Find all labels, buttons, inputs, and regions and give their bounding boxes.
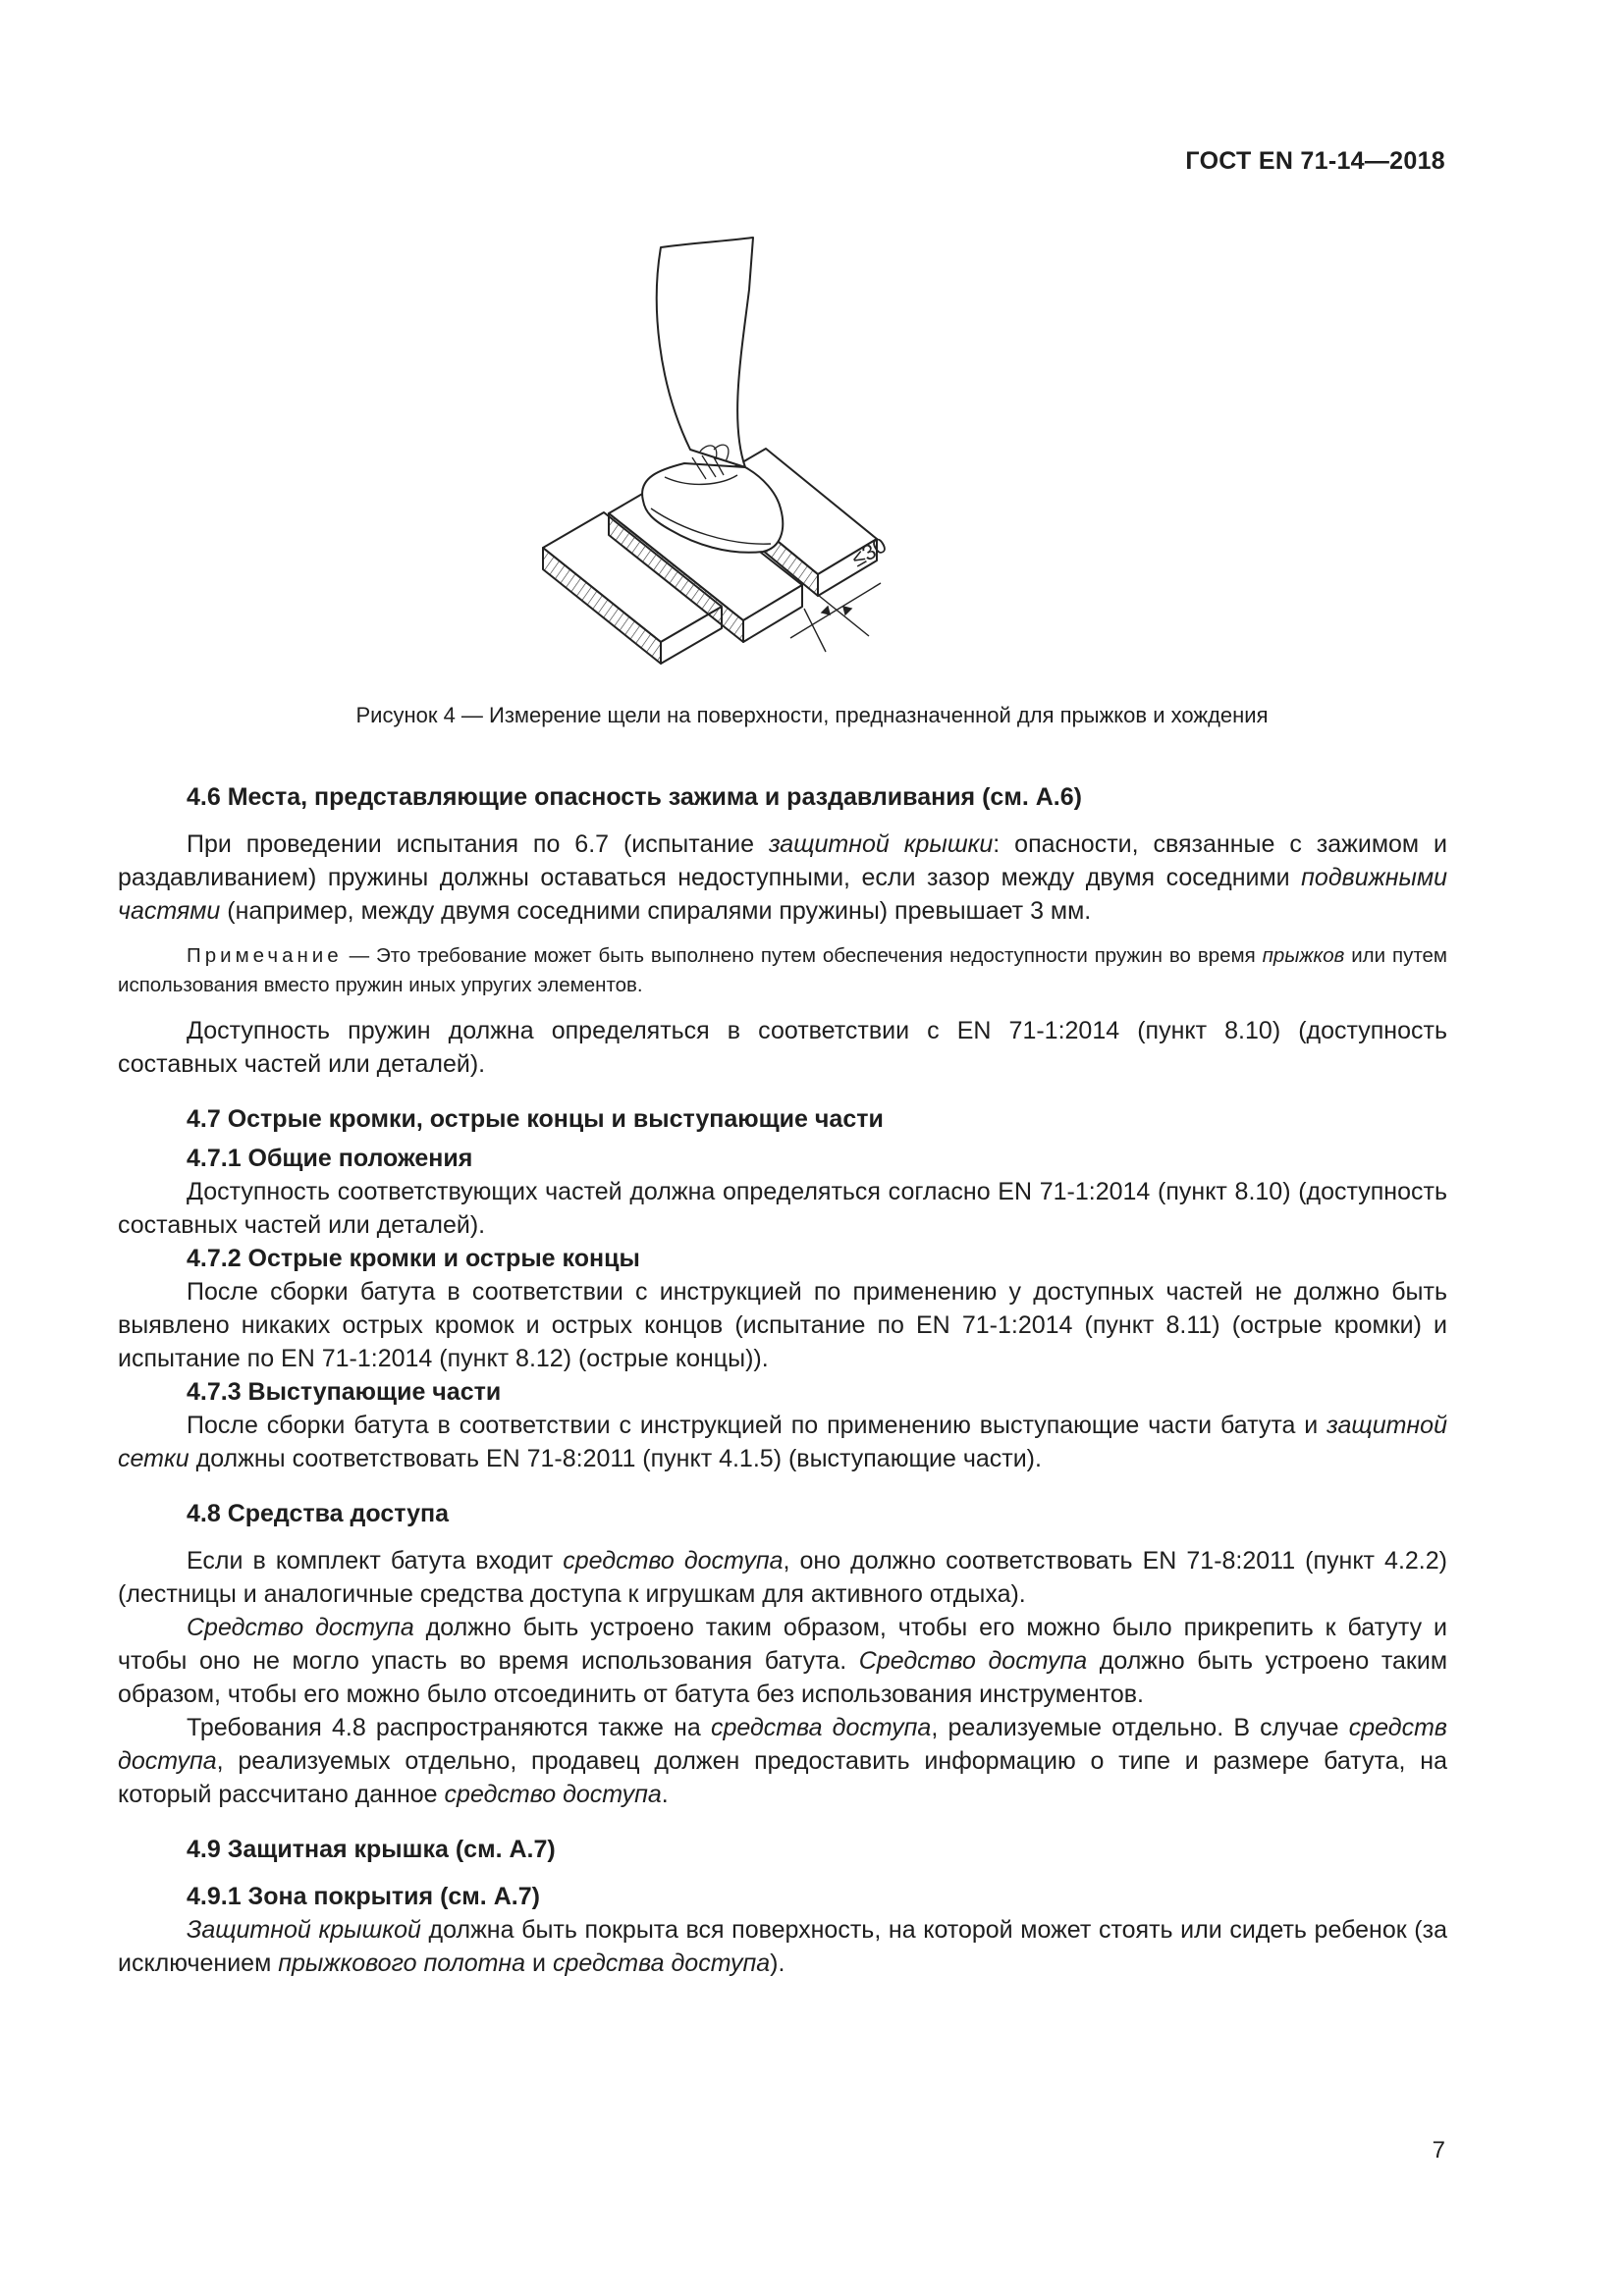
heading-4-7-1: 4.7.1 Общие положения bbox=[187, 1145, 473, 1172]
dimension-label: ≤30 bbox=[847, 532, 892, 572]
heading-4-8: 4.8 Средства доступа bbox=[187, 1500, 449, 1527]
note-4-6: Примечание — Это требование может быть выполнено путем обеспечения недоступности пружин во время прыжков или путем использования вместо пружин иных упругих элементов. bbox=[118, 944, 1448, 996]
paragraph-4-8-3: Требования 4.8 распространяются также на средства доступа, реализуемые отдельно. В случае средств доступа, реализуемых отдельно, продавец должен предоставить информацию о типе и размере батута, на который рассчитано данное средство доступа. bbox=[118, 1714, 1447, 1808]
leg bbox=[657, 238, 753, 467]
heading-4-9-1: 4.9.1 Зона покрытия (см. А.7) bbox=[187, 1883, 540, 1910]
paragraph-4-7-3: После сборки батута в соответствии с инструкцией по применению выступающие части батута и защитной сетки должны соответствовать EN 71-8:2011 (пункт 4.1.5) (выступающие части). bbox=[118, 1412, 1447, 1472]
foot-planks-illustration bbox=[535, 236, 1026, 677]
paragraph-4-6-2: Доступность пружин должна определяться в соответствии с EN 71-1:2014 (пункт 8.10) (доступность составных частей или деталей). bbox=[118, 1017, 1447, 1078]
paragraph-4-8-1: Если в комплект батута входит средство доступа, оно должно соответствовать EN 71-8:2011 (пункт 4.2.2) (лестницы и аналогичные средства доступа к игрушкам для активного отдыха). bbox=[118, 1547, 1447, 1608]
heading-4-7: 4.7 Острые кромки, острые концы и выступающие части bbox=[187, 1105, 884, 1133]
paragraph-4-6-1: При проведении испытания по 6.7 (испытание защитной крышки: опасности, связанные с зажимом и раздавливанием) пружины должны оставаться недоступными, если зазор между двумя соседними подвижными частями (например, между двумя соседними спиралями пружины) превышает 3 мм. bbox=[118, 830, 1447, 925]
gap-dimension bbox=[790, 583, 881, 652]
paragraph-4-7-2: После сборки батута в соответствии с инструкцией по применению у доступных частей не должно быть выявлено никаких острых кромок и острых концов (испытание по EN 71-1:2014 (пункт 8.11) (острые кромки) и испытание по EN 71-1:2014 (пункт 8.12) (острые концы)). bbox=[118, 1278, 1447, 1372]
document-code: ГОСТ EN 71-14—2018 bbox=[1185, 147, 1445, 175]
heading-4-9: 4.9 Защитная крышка (см. А.7) bbox=[187, 1836, 556, 1863]
paragraph-4-7-1: Доступность соответствующих частей должна определяться согласно EN 71-1:2014 (пункт 8.10) (доступность составных частей или деталей). bbox=[118, 1178, 1447, 1239]
figure-foot-on-planks bbox=[535, 236, 1026, 677]
document-body bbox=[118, 780, 1447, 1980]
heading-4-7-2: 4.7.2 Острые кромки и острые концы bbox=[187, 1245, 640, 1272]
paragraph-4-8-2: Средство доступа должно быть устроено таким образом, чтобы его можно было прикрепить к батуту и чтобы оно не могло упасть во время использования батута. Средство доступа должно быть устроено таким образом, чтобы его можно было отсоединить от батута без использования инструментов. bbox=[118, 1614, 1448, 1708]
paragraph-4-9-1: Защитной крышкой должна быть покрыта вся поверхность, на которой может стоять или сидеть ребенок (за исключением прыжкового полотна и средства доступа). bbox=[118, 1916, 1447, 1977]
page-number: 7 bbox=[1432, 2137, 1445, 2163]
heading-4-7-3: 4.7.3 Выступающие части bbox=[187, 1378, 502, 1406]
heading-4-6: 4.6 Места, представляющие опасность зажима и раздавливания (см. А.6) bbox=[187, 783, 1082, 811]
figure-caption: Рисунок 4 — Измерение щели на поверхности, предназначенной для прыжков и хождения bbox=[355, 703, 1269, 727]
